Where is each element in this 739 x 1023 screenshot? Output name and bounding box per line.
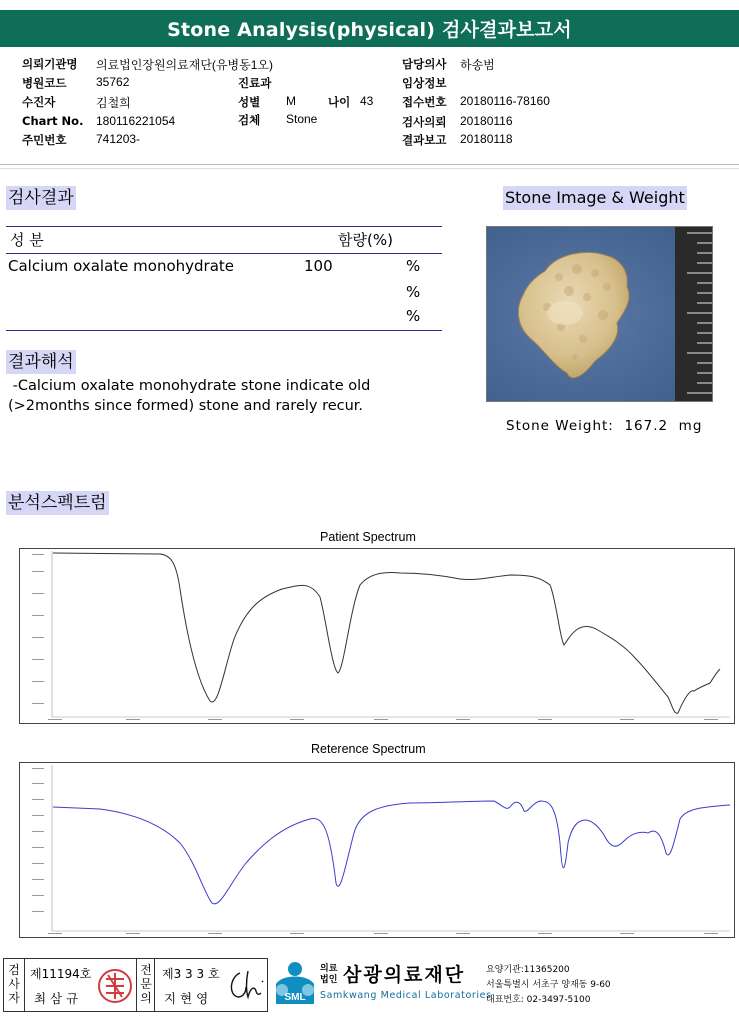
id-label: 주민번호 <box>22 133 67 147</box>
org-name: 삼광의료재단 <box>343 964 466 986</box>
report-title: Stone Analysis(physical) 검사결과보고서 <box>0 10 739 47</box>
chart-label: Chart No. <box>22 114 84 128</box>
org-phone: 대표번호: 02-3497-5100 <box>486 995 591 1005</box>
table-top-line <box>6 226 442 227</box>
interpretation-line: (>2months since formed) stone and rarely recur. <box>8 398 364 414</box>
chart-value: 180116221054 <box>96 114 176 128</box>
specialist-license: 제3 3 3 호 <box>162 967 220 981</box>
interpretation-text <box>8 376 370 416</box>
table-bottom-line <box>6 330 442 331</box>
examiner-license: 제11194호 <box>30 967 92 981</box>
institution-value: 의료법인장원의료재단(유병동1오) <box>96 58 273 72</box>
interpretation-heading: 결과해석 <box>8 352 74 372</box>
table-header-line <box>6 253 442 254</box>
spectrum-heading: 분석스펙트럼 <box>8 493 107 513</box>
age-label: 나이 <box>328 95 351 109</box>
patient-spectrum-graphic <box>20 549 734 723</box>
stone-photo <box>486 226 713 402</box>
interpretation-line: -Calcium oxalate monohydrate stone indicate old <box>8 378 371 394</box>
org-prefix <box>320 964 337 986</box>
institution-label: 의뢰기관명 <box>22 57 78 71</box>
info-divider <box>0 164 739 165</box>
report-date-value: 20180118 <box>460 132 513 146</box>
doctor-label: 담당의사 <box>402 57 447 71</box>
org-prefix-line: 법인 <box>320 975 338 985</box>
result-component: Calcium oxalate monohydrate <box>8 257 235 275</box>
examiner-label: 검사자 <box>8 963 20 1005</box>
request-value: 20180116 <box>460 114 513 128</box>
patient-label: 수진자 <box>22 95 56 109</box>
results-heading: 검사결과 <box>8 188 74 208</box>
reference-spectrum-graphic <box>20 763 734 937</box>
receipt-value: 20180116-78160 <box>460 94 550 108</box>
result-unit: % <box>406 257 421 275</box>
examiner-name: 최 삼 규 <box>34 991 79 1006</box>
result-value: 100 <box>304 257 333 275</box>
org-logo-text: SML <box>284 992 306 1003</box>
patient-value: 김철희 <box>96 96 131 110</box>
stone-heading: Stone Image & Weight <box>503 186 687 210</box>
specimen-label: 검체 <box>238 113 261 127</box>
info-divider-secondary <box>0 168 739 169</box>
id-value: 741203- <box>96 132 141 146</box>
clinical-label: 임상정보 <box>402 76 447 90</box>
sex-label: 성별 <box>238 95 261 109</box>
specialist-name: 지 현 영 <box>164 991 209 1006</box>
org-logo <box>272 960 318 1008</box>
patient-spectrum-title: Patient Spectrum <box>320 530 416 544</box>
report-footer <box>0 958 739 1014</box>
org-name-english: Samkwang Medical Laboratories <box>320 990 492 1001</box>
sex-value: M <box>286 94 296 108</box>
signature-box <box>3 958 268 1012</box>
hospital-code-label: 병원코드 <box>22 76 67 90</box>
patient-spectrum-plot <box>19 548 735 724</box>
request-label: 검사의뢰 <box>402 115 447 129</box>
specialist-signature <box>226 967 266 1003</box>
specialist-label: 전문의 <box>140 963 152 1005</box>
stone-photo-graphic <box>487 227 713 402</box>
receipt-label: 접수번호 <box>402 95 447 109</box>
patient-info <box>0 54 739 166</box>
result-unit: % <box>406 283 421 301</box>
reference-spectrum-title: Reterence Spectrum <box>311 742 426 756</box>
department-label: 진료과 <box>238 76 272 90</box>
content-header: 함량(%) <box>338 231 393 249</box>
age-value: 43 <box>360 94 374 108</box>
specimen-value: Stone <box>286 112 318 126</box>
org-prefix-line: 의료 <box>320 964 338 974</box>
examiner-seal <box>96 967 134 1005</box>
hospital-code-value: 35762 <box>96 75 130 89</box>
org-address: 서울특별시 서초구 양재동 9-60 <box>486 980 611 990</box>
report-date-label: 결과보고 <box>402 133 447 147</box>
result-unit: % <box>406 307 421 325</box>
doctor-value: 하송범 <box>460 58 495 72</box>
stone-weight: Stone Weight: 167.2 mg <box>506 418 703 434</box>
reference-spectrum-plot <box>19 762 735 938</box>
care-code: 요양기관:11365200 <box>486 965 570 975</box>
component-header: 성 분 <box>10 231 44 249</box>
